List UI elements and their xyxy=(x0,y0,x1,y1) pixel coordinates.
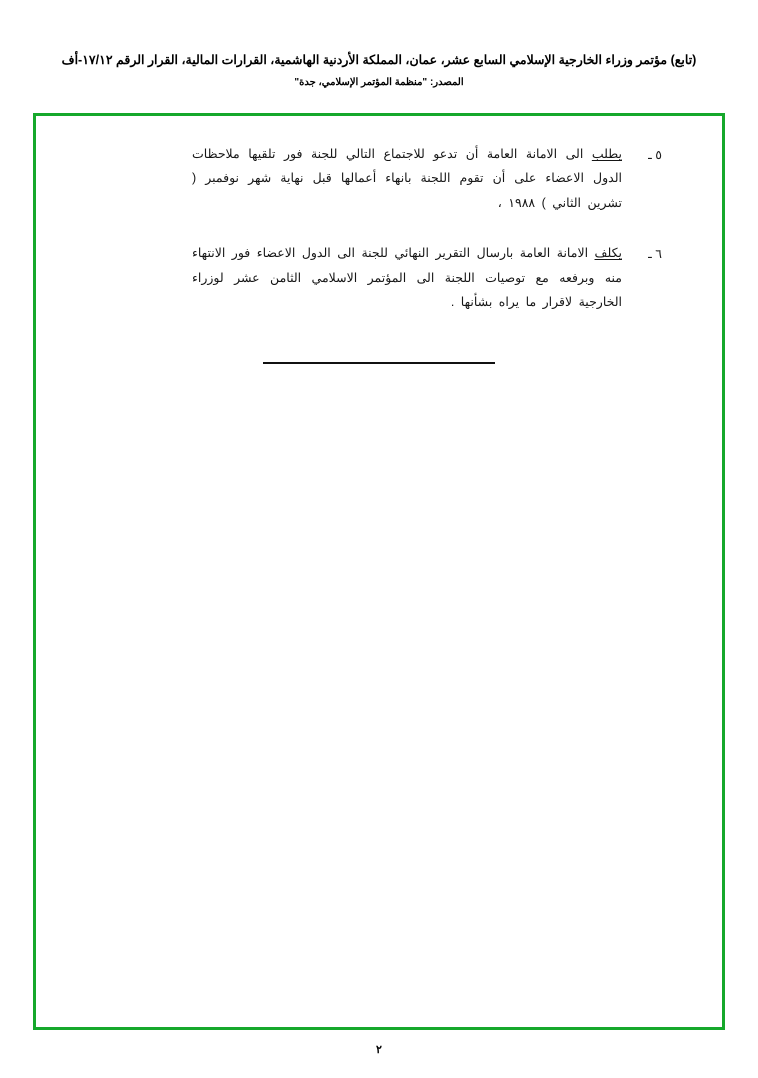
page-frame xyxy=(33,113,725,1030)
section-divider xyxy=(70,362,688,364)
clause-lead-word: يكلف xyxy=(594,246,622,261)
clause-text xyxy=(192,142,622,215)
clause-number: ٥ ـ xyxy=(648,148,662,162)
clause-rest: الى الامانة العامة أن تدعو للاجتماع التالي للجنة فور تلقيها ملاحظات الدول الاعضاء على أن تقوم اللجنة بانهاء أعمالها قبل نهاية شهر نوفمبر ( تشرين الثاني ) ١٩٨٨ ، xyxy=(192,147,622,210)
clause-item xyxy=(70,241,688,314)
header-source: المصدر: "منظمة المؤتمر الإسلامي، جدة" xyxy=(294,77,464,89)
document-body xyxy=(70,142,688,364)
clause-number: ٦ ـ xyxy=(648,247,662,262)
document-header xyxy=(0,52,758,88)
clause-rest: الامانة العامة بارسال التقرير النهائي للجنة الى الدول الاعضاء فور الانتهاء منه وبرفعه مع توصيات اللجنة الى المؤتمر الاسلامي الثامن عشر لوزراء الخارجية لاقرار ما يراه بشأنها . xyxy=(192,246,622,309)
clause-lead-word: يطلب xyxy=(591,147,622,161)
clause-item xyxy=(70,142,688,215)
page-number: ٢ xyxy=(376,1044,382,1056)
header-title: (تابع) مؤتمر وزراء الخارجية الإسلامي السابع عشر، عمان، المملكة الأردنية الهاشمية، القرارات المالية، القرار الرقم ١٧/١٢-أف xyxy=(61,53,697,67)
divider-line xyxy=(263,362,495,364)
clause-text xyxy=(192,241,622,314)
